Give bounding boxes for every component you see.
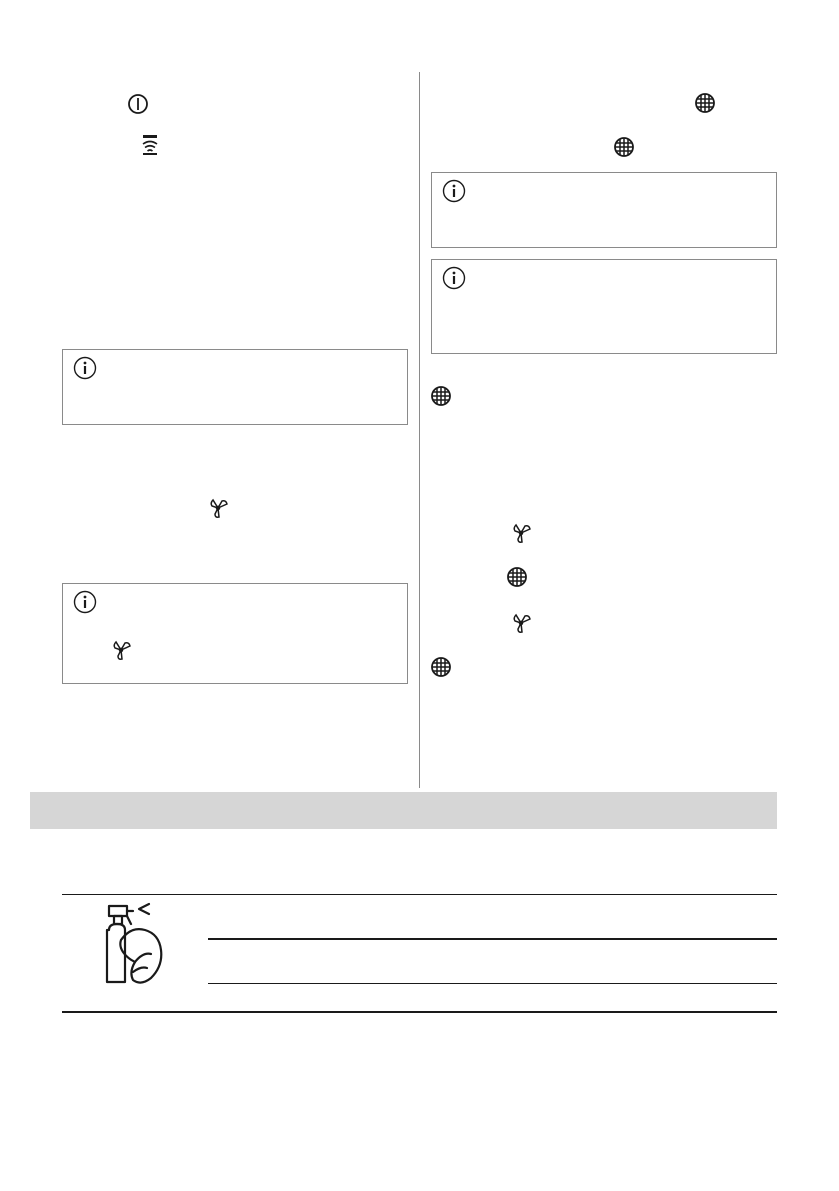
cleaning-spray-icon bbox=[103, 900, 167, 986]
info-note-2 bbox=[62, 583, 408, 684]
care-table-top-rule bbox=[62, 894, 777, 895]
fan-icon bbox=[110, 639, 132, 661]
section-heading-bar bbox=[30, 792, 777, 829]
grease-filter-icon bbox=[694, 92, 716, 114]
info-note-1 bbox=[62, 349, 408, 425]
column-divider bbox=[419, 72, 420, 788]
care-table-row-rule bbox=[208, 938, 777, 940]
grease-filter-icon bbox=[506, 566, 528, 588]
fan-icon bbox=[510, 612, 532, 634]
information-icon bbox=[442, 266, 466, 290]
grease-filter-icon bbox=[430, 656, 452, 678]
care-table-row-rule bbox=[208, 983, 777, 984]
info-note-3 bbox=[431, 172, 777, 248]
fan-icon bbox=[510, 522, 532, 544]
grease-filter-icon bbox=[613, 136, 635, 158]
info-note-4 bbox=[431, 259, 777, 354]
information-icon bbox=[73, 590, 97, 614]
information-icon bbox=[442, 179, 466, 203]
hob-to-hood-icon bbox=[140, 134, 160, 156]
fan-icon bbox=[207, 497, 229, 519]
information-icon bbox=[73, 356, 97, 380]
power-icon bbox=[127, 93, 149, 115]
care-table-bottom-rule bbox=[62, 1011, 777, 1013]
grease-filter-icon bbox=[430, 385, 452, 407]
